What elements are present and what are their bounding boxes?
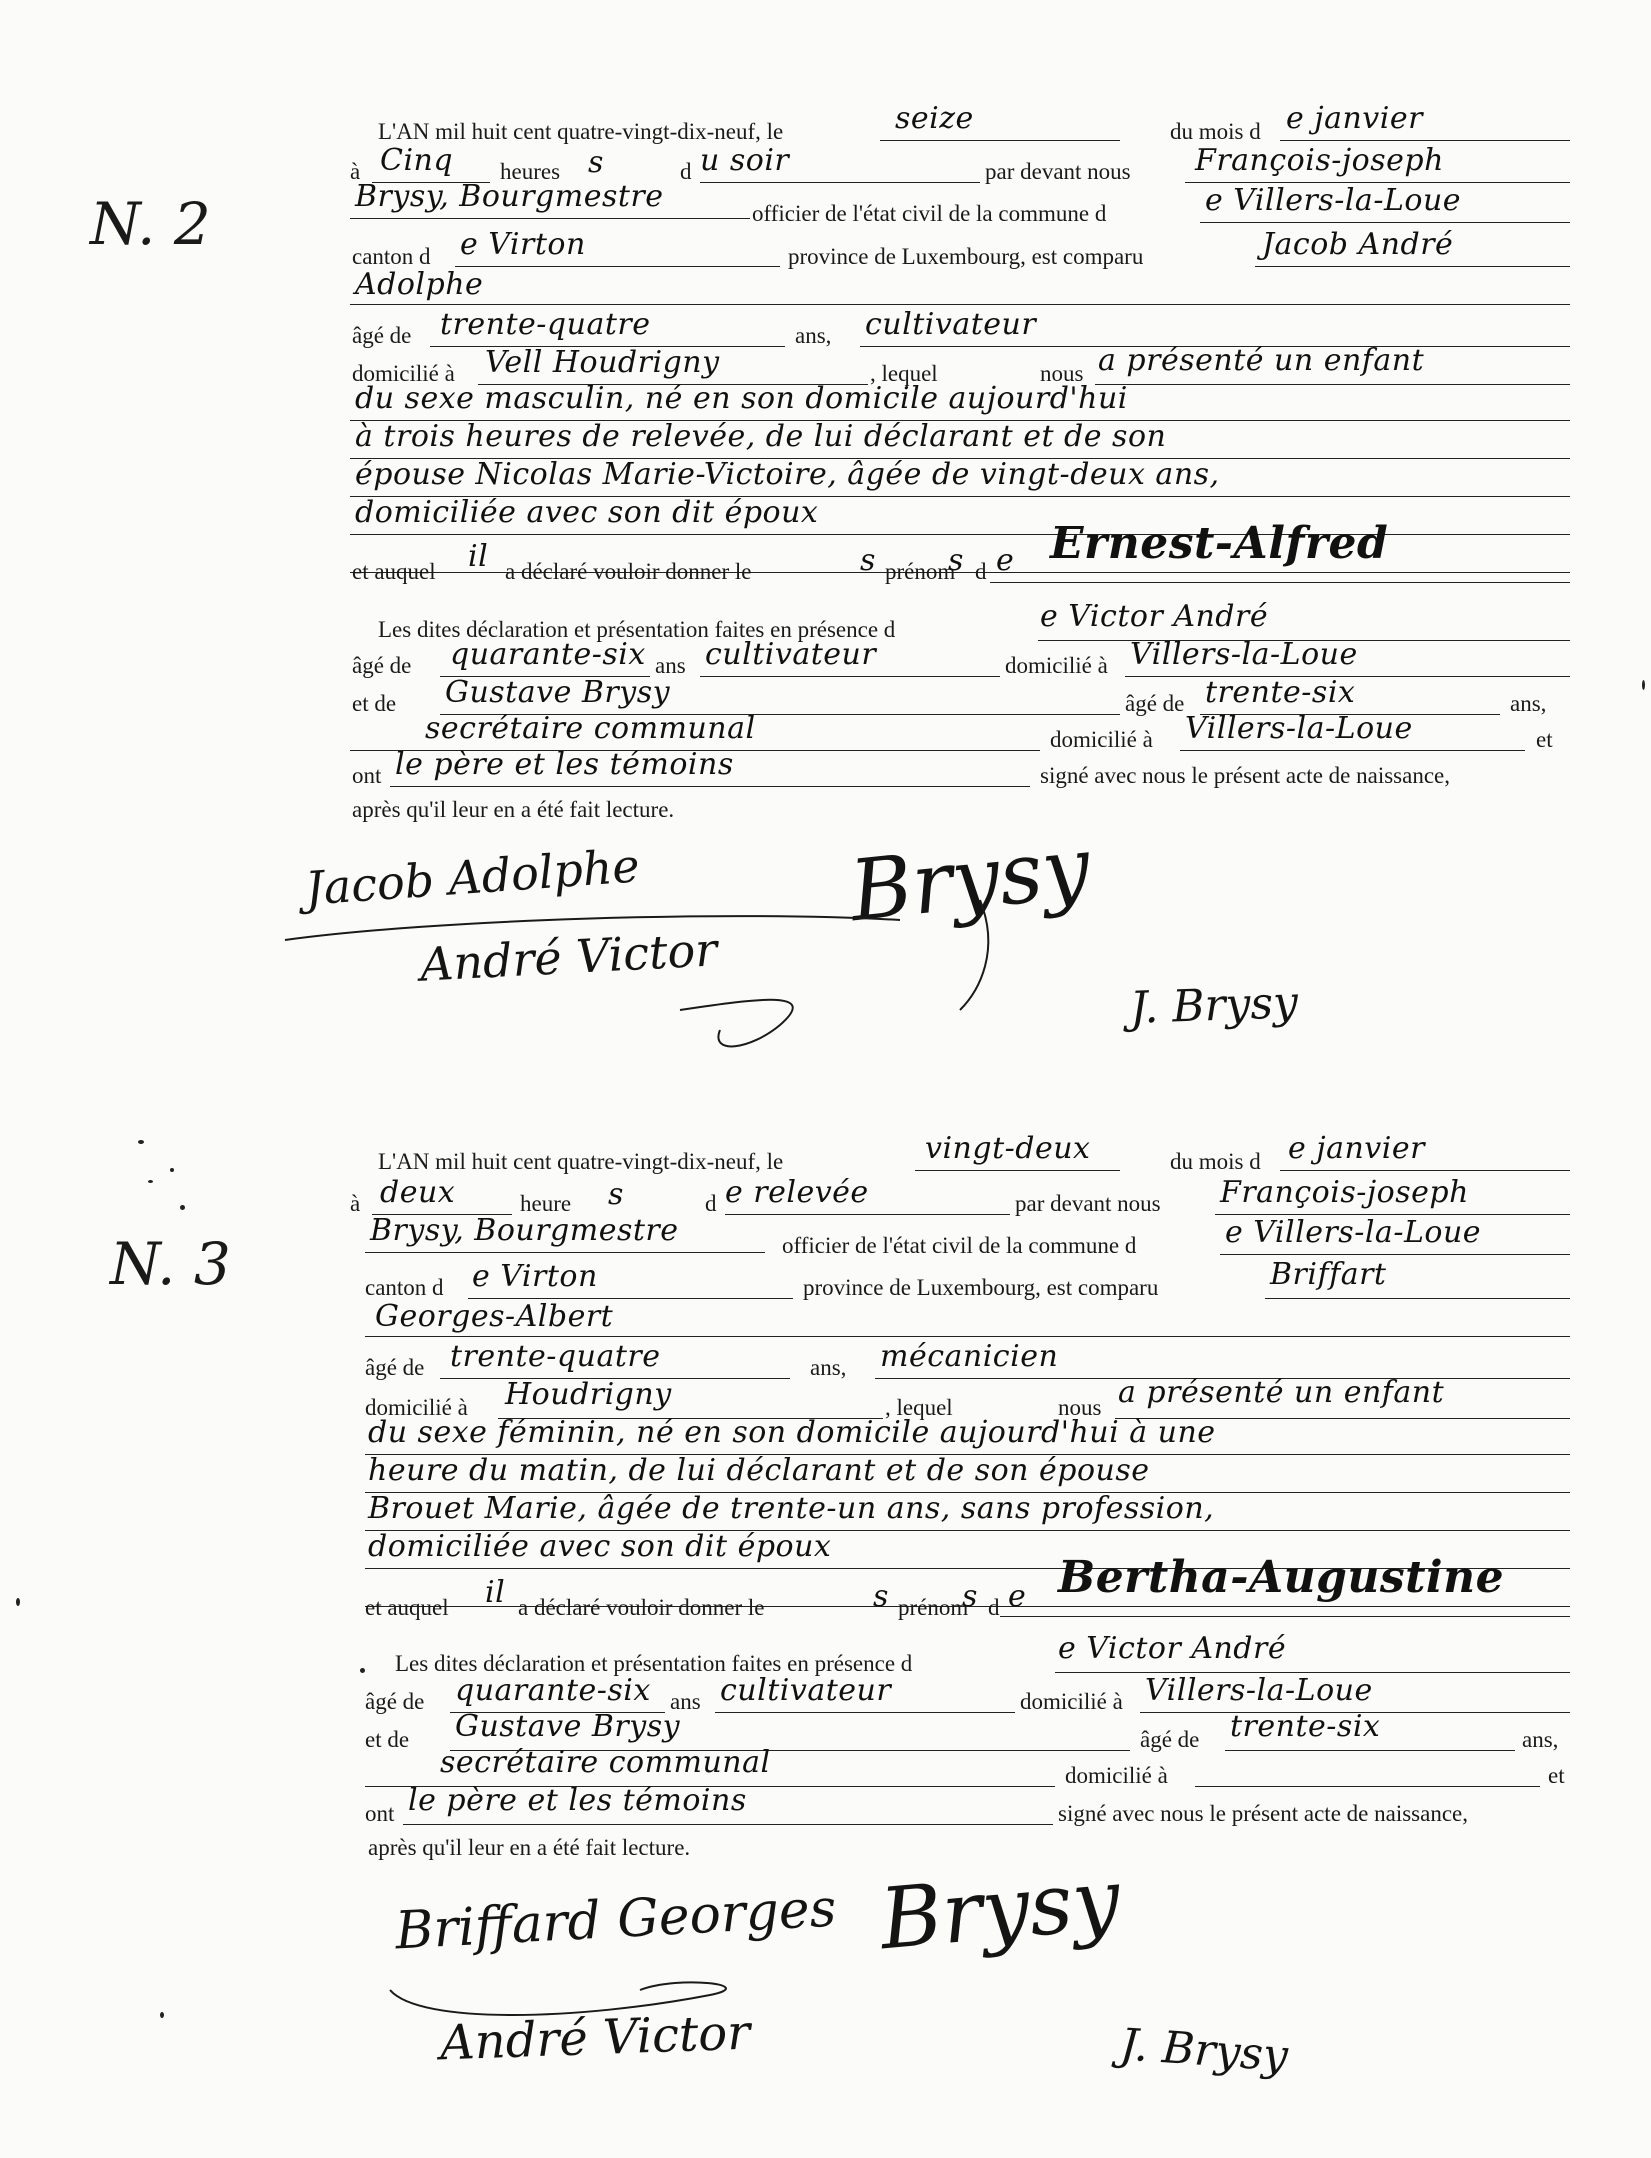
fill-line (880, 140, 1120, 141)
signature: Brysy (845, 817, 1095, 941)
handwritten-period: u soir (700, 143, 790, 178)
printed-text: et (1536, 727, 1553, 752)
handwritten-statement: à trois heures de relevée, de lui déclarant et de son (355, 419, 1167, 454)
handwritten-canton: e Virton (460, 227, 586, 262)
handwritten-statement: du sexe masculin, né en son domicile aujourd'hui (355, 381, 1128, 416)
handwritten-profession: secrétaire communal (440, 1745, 771, 1780)
handwritten-domicile: Villers-la-Loue (1130, 637, 1358, 672)
fill-line (715, 1712, 1015, 1713)
handwritten-pronoun: il (485, 1575, 506, 1610)
handwritten-declarant: Briffart (1270, 1257, 1387, 1292)
handwritten-s: s (608, 1177, 624, 1212)
handwritten-hour: deux (380, 1175, 456, 1210)
handwritten-month: e janvier (1288, 1131, 1425, 1166)
signature: J. Brysy (1118, 2019, 1290, 2082)
handwritten-domicile: Villers-la-Loue (1185, 711, 1413, 746)
handwritten-day: seize (895, 101, 974, 136)
handwritten-profession: secrétaire communal (425, 711, 756, 746)
fill-line (1255, 266, 1570, 267)
printed-text: ans (670, 1689, 701, 1714)
printed-text: domicilié à (365, 1395, 468, 1420)
handwritten-profession: mécanicien (880, 1339, 1059, 1374)
handwritten-month: e janvier (1286, 101, 1423, 136)
printed-text: et auquel (352, 559, 436, 584)
printed-text: domicilié à (352, 361, 455, 386)
fill-line (350, 304, 1570, 305)
handwritten-commune: e Villers-la-Loue (1205, 183, 1462, 218)
handwritten-statement: du sexe féminin, né en son domicile aujourd'hui à une (368, 1415, 1216, 1450)
signature: André Victor (439, 2004, 751, 2072)
printed-text: prénom (885, 559, 956, 584)
printed-text: domicilié à (1065, 1763, 1168, 1788)
printed-text: nous (1058, 1395, 1102, 1420)
handwritten-witness: e Victor André (1058, 1631, 1287, 1666)
signature: Jacob Adolphe (303, 838, 642, 916)
printed-text: d (705, 1191, 717, 1216)
fill-line (1200, 222, 1570, 223)
signature: André Victor (418, 922, 719, 992)
paper-speck (1642, 680, 1645, 690)
fill-line (1095, 384, 1570, 385)
printed-text: nous (1040, 361, 1084, 386)
handwritten-statement: a présenté un enfant (1098, 343, 1425, 378)
record-number: N. 3 (110, 1230, 231, 1298)
printed-text: ans, (810, 1355, 847, 1380)
printed-text: , lequel (870, 361, 938, 386)
printed-text: à (350, 159, 361, 184)
printed-text: officier de l'état civil de la commune d (752, 201, 1107, 226)
handwritten-s: s (860, 543, 876, 578)
paper-speck (160, 2012, 164, 2018)
fill-line (915, 1170, 1120, 1171)
handwritten-age: trente-quatre (450, 1339, 661, 1374)
handwritten-s: s (588, 145, 604, 180)
fill-line (1220, 1254, 1570, 1255)
handwritten-domicile: Vell Houdrigny (485, 345, 720, 380)
handwritten-s: s (873, 1579, 889, 1614)
handwritten-declarant: Georges-Albert (375, 1299, 614, 1334)
printed-text: âgé de (365, 1355, 425, 1380)
signature: Briffard Georges (393, 1878, 838, 1962)
printed-text: d (680, 159, 692, 184)
handwritten-age: trente-quatre (440, 307, 651, 342)
handwritten-signers: le père et les témoins (395, 747, 734, 782)
handwritten-age: trente-six (1205, 675, 1356, 710)
handwritten-commune: e Villers-la-Loue (1225, 1215, 1482, 1250)
handwritten-signers: le père et les témoins (408, 1783, 747, 1818)
handwritten-profession: cultivateur (705, 637, 877, 672)
printed-text: et auquel (365, 1595, 449, 1620)
handwritten-domicile: Houdrigny (505, 1377, 672, 1412)
handwritten-official: Brysy, Bourgmestre (355, 179, 664, 214)
printed-text: âgé de (365, 1689, 425, 1714)
printed-text: a déclaré vouloir donner le (518, 1595, 765, 1620)
signature: Brysy (876, 1849, 1124, 1969)
printed-text: a déclaré vouloir donner le (505, 559, 752, 584)
printed-text: après qu'il leur en a été fait lecture. (368, 1835, 691, 1860)
handwritten-statement: domiciliée avec son dit époux (355, 495, 819, 530)
fill-line (725, 1214, 1010, 1215)
paper-speck (170, 1168, 174, 1172)
handwritten-canton: e Virton (472, 1259, 598, 1294)
printed-text: heures (500, 159, 561, 184)
printed-text: domicilié à (1020, 1689, 1123, 1714)
fill-line (350, 218, 750, 219)
printed-text: signé avec nous le présent acte de naissance, (1058, 1801, 1468, 1826)
handwritten-declarant: Adolphe (355, 267, 484, 302)
printed-text: ans, (1510, 691, 1547, 716)
paper-speck (360, 1668, 365, 1673)
printed-text: heure (520, 1191, 572, 1216)
handwritten-statement: épouse Nicolas Marie-Victoire, âgée de vingt-deux ans, (355, 457, 1220, 492)
handwritten-declarant: Jacob André (1262, 227, 1454, 262)
handwritten-official: François-joseph (1195, 143, 1444, 178)
fill-line (403, 1824, 1053, 1825)
paper-speck (138, 1140, 144, 1144)
printed-text: ans (655, 653, 686, 678)
record-number: N. 2 (90, 190, 211, 258)
signature: J. Brysy (1129, 977, 1299, 1034)
printed-text: ans, (1522, 1727, 1559, 1752)
printed-text: du mois d (1170, 119, 1261, 144)
printed-text: ont (352, 763, 382, 788)
printed-text: âgé de (352, 653, 412, 678)
handwritten-witness: Gustave Brysy (445, 675, 671, 710)
fill-line (1000, 1616, 1570, 1617)
fill-line (1280, 1170, 1570, 1171)
fill-line (1265, 1298, 1570, 1299)
printed-text: d (975, 559, 987, 584)
paper-speck (148, 1180, 153, 1183)
printed-text: canton d (352, 244, 431, 269)
handwritten-age: quarante-six (455, 1673, 651, 1708)
handwritten-profession: cultivateur (865, 307, 1037, 342)
given-names: Ernest-Alfred (1050, 518, 1389, 569)
printed-text: province de Luxembourg, est comparu (788, 244, 1144, 269)
handwritten-e: e (996, 543, 1015, 578)
handwritten-period: e relevée (725, 1175, 869, 1210)
handwritten-age: quarante-six (450, 637, 646, 672)
printed-text: âgé de (1140, 1727, 1200, 1752)
handwritten-statement: heure du matin, de lui déclarant et de son épouse (368, 1453, 1150, 1488)
printed-text: par devant nous (1015, 1191, 1161, 1216)
fill-line (365, 1336, 1570, 1337)
handwritten-official: Brysy, Bourgmestre (370, 1213, 679, 1248)
handwritten-domicile: Villers-la-Loue (1145, 1673, 1373, 1708)
handwritten-profession: cultivateur (720, 1673, 892, 1708)
printed-text: et de (352, 691, 397, 716)
fill-line (700, 182, 980, 183)
printed-text: âgé de (352, 323, 412, 348)
fill-line (455, 266, 780, 267)
handwritten-witness: Gustave Brysy (455, 1709, 681, 1744)
handwritten-s: s (962, 1579, 978, 1614)
paper-speck (16, 1598, 20, 1606)
printed-text: L'AN mil huit cent quatre-vingt-dix-neuf, le (378, 119, 784, 144)
handwritten-official: François-joseph (1220, 1175, 1469, 1210)
fill-line (990, 582, 1570, 583)
printed-text: d (988, 1595, 1000, 1620)
printed-text: province de Luxembourg, est comparu (803, 1275, 1159, 1300)
printed-text: , lequel (885, 1395, 953, 1420)
fill-line (1180, 750, 1525, 751)
signature-flourish (380, 1950, 880, 2030)
fill-line (390, 786, 1030, 787)
handwritten-statement: a présenté un enfant (1118, 1375, 1445, 1410)
handwritten-hour: Cinq (380, 143, 454, 178)
printed-text: prénom (898, 1595, 969, 1620)
printed-text: Les dites déclaration et présentation faites en présence d (378, 617, 896, 642)
signature-flourish (280, 880, 1080, 1060)
printed-text: domicilié à (1050, 727, 1153, 752)
handwritten-statement: domiciliée avec son dit époux (368, 1529, 832, 1564)
printed-text: par devant nous (985, 159, 1131, 184)
printed-text: du mois d (1170, 1149, 1261, 1174)
printed-text: ont (365, 1801, 395, 1826)
given-names: Bertha-Augustine (1058, 1552, 1505, 1603)
handwritten-pronoun: il (468, 539, 489, 574)
paper-speck (180, 1205, 185, 1210)
handwritten-statement: Brouet Marie, âgée de trente-un ans, sans profession, (368, 1491, 1215, 1526)
fill-line (1280, 140, 1570, 141)
fill-line (1225, 1750, 1515, 1751)
fill-line (1195, 1786, 1540, 1787)
printed-text: âgé de (1125, 691, 1185, 716)
printed-text: L'AN mil huit cent quatre-vingt-dix-neuf, le (378, 1149, 784, 1174)
fill-line (700, 676, 1000, 677)
printed-text: ans, (795, 323, 832, 348)
printed-text: domicilié à (1005, 653, 1108, 678)
handwritten-witness: e Victor André (1040, 599, 1269, 634)
printed-text: et (1548, 1763, 1565, 1788)
printed-text: signé avec nous le présent acte de naissance, (1040, 763, 1450, 788)
handwritten-age: trente-six (1230, 1709, 1381, 1744)
printed-text: canton d (365, 1275, 444, 1300)
printed-text: Les dites déclaration et présentation faites en présence d (395, 1651, 913, 1676)
handwritten-day: vingt-deux (925, 1131, 1091, 1166)
printed-text: à (350, 1191, 361, 1216)
printed-text: après qu'il leur en a été fait lecture. (352, 797, 675, 822)
fill-line (365, 1252, 765, 1253)
printed-text: officier de l'état civil de la commune d (782, 1233, 1137, 1258)
printed-text: et de (365, 1727, 410, 1752)
handwritten-e: e (1008, 1579, 1027, 1614)
handwritten-s: s (948, 543, 964, 578)
